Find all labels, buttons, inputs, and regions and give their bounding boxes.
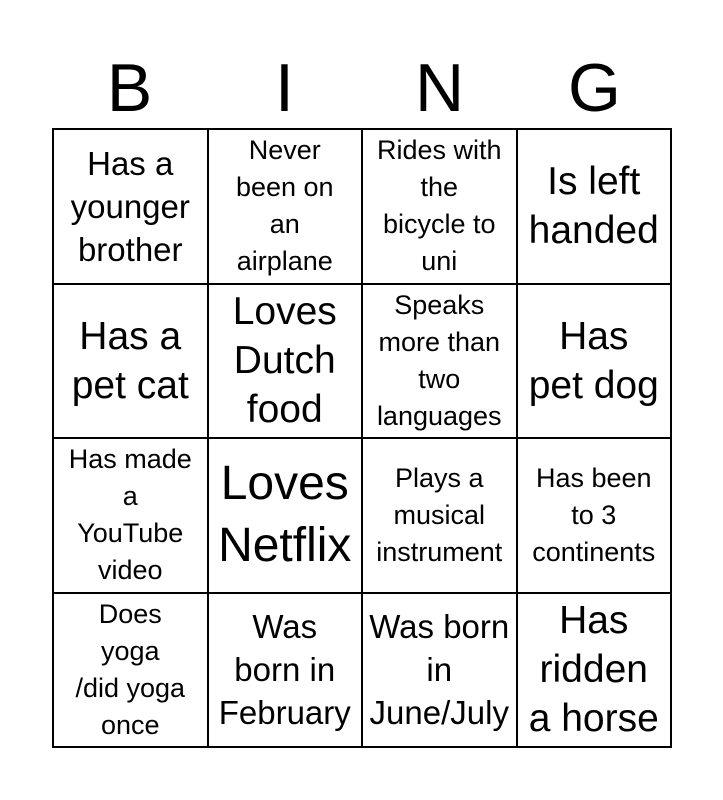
cell-text: Has ridden a horse (528, 599, 659, 741)
bingo-cell[interactable] (517, 438, 672, 593)
bingo-cell[interactable] (208, 593, 363, 748)
bingo-cell[interactable] (208, 284, 363, 439)
bingo-header (52, 50, 672, 126)
bingo-cell[interactable] (517, 284, 672, 439)
bingo-grid (52, 128, 672, 748)
cell-text: Has been to 3 continents (532, 462, 656, 567)
bingo-cell[interactable] (53, 438, 208, 593)
bingo-cell[interactable] (53, 129, 208, 284)
bingo-cell[interactable] (362, 129, 517, 284)
cell-text: Is left handed (528, 160, 659, 253)
bingo-cell[interactable] (517, 593, 672, 748)
cell-text: Was born in June/July (369, 608, 510, 732)
cell-text: Was born in February (218, 608, 351, 732)
cell-text: Has a younger brother (70, 144, 190, 268)
cell-text: Speaks more than two languages (376, 289, 502, 431)
bingo-cell[interactable] (208, 129, 363, 284)
header-letter-g: G (568, 50, 621, 126)
header-letter-n: N (414, 50, 465, 126)
cell-text: Rides with the bicycle to uni (376, 135, 502, 277)
cell-text: Plays a musical instrument (376, 462, 503, 567)
bingo-cell[interactable] (53, 284, 208, 439)
header-letter-i: I (275, 50, 294, 126)
bingo-cell[interactable] (517, 129, 672, 284)
cell-text: Has pet dog (528, 314, 659, 407)
bingo-cell[interactable] (362, 438, 517, 593)
cell-text: Has made a YouTube video (68, 444, 192, 586)
bingo-cell[interactable] (362, 284, 517, 439)
cell-text: Loves Dutch food (232, 290, 337, 432)
bingo-cell[interactable] (53, 593, 208, 748)
cell-text: Has a pet cat (71, 314, 189, 407)
cell-text: Loves Netflix (218, 457, 352, 573)
header-letter-b: B (106, 50, 153, 126)
bingo-cell[interactable] (362, 593, 517, 748)
bingo-cell[interactable] (208, 438, 363, 593)
cell-text: Never been on an airplane (235, 135, 334, 277)
cell-text: Does yoga /did yoga once (75, 598, 186, 740)
